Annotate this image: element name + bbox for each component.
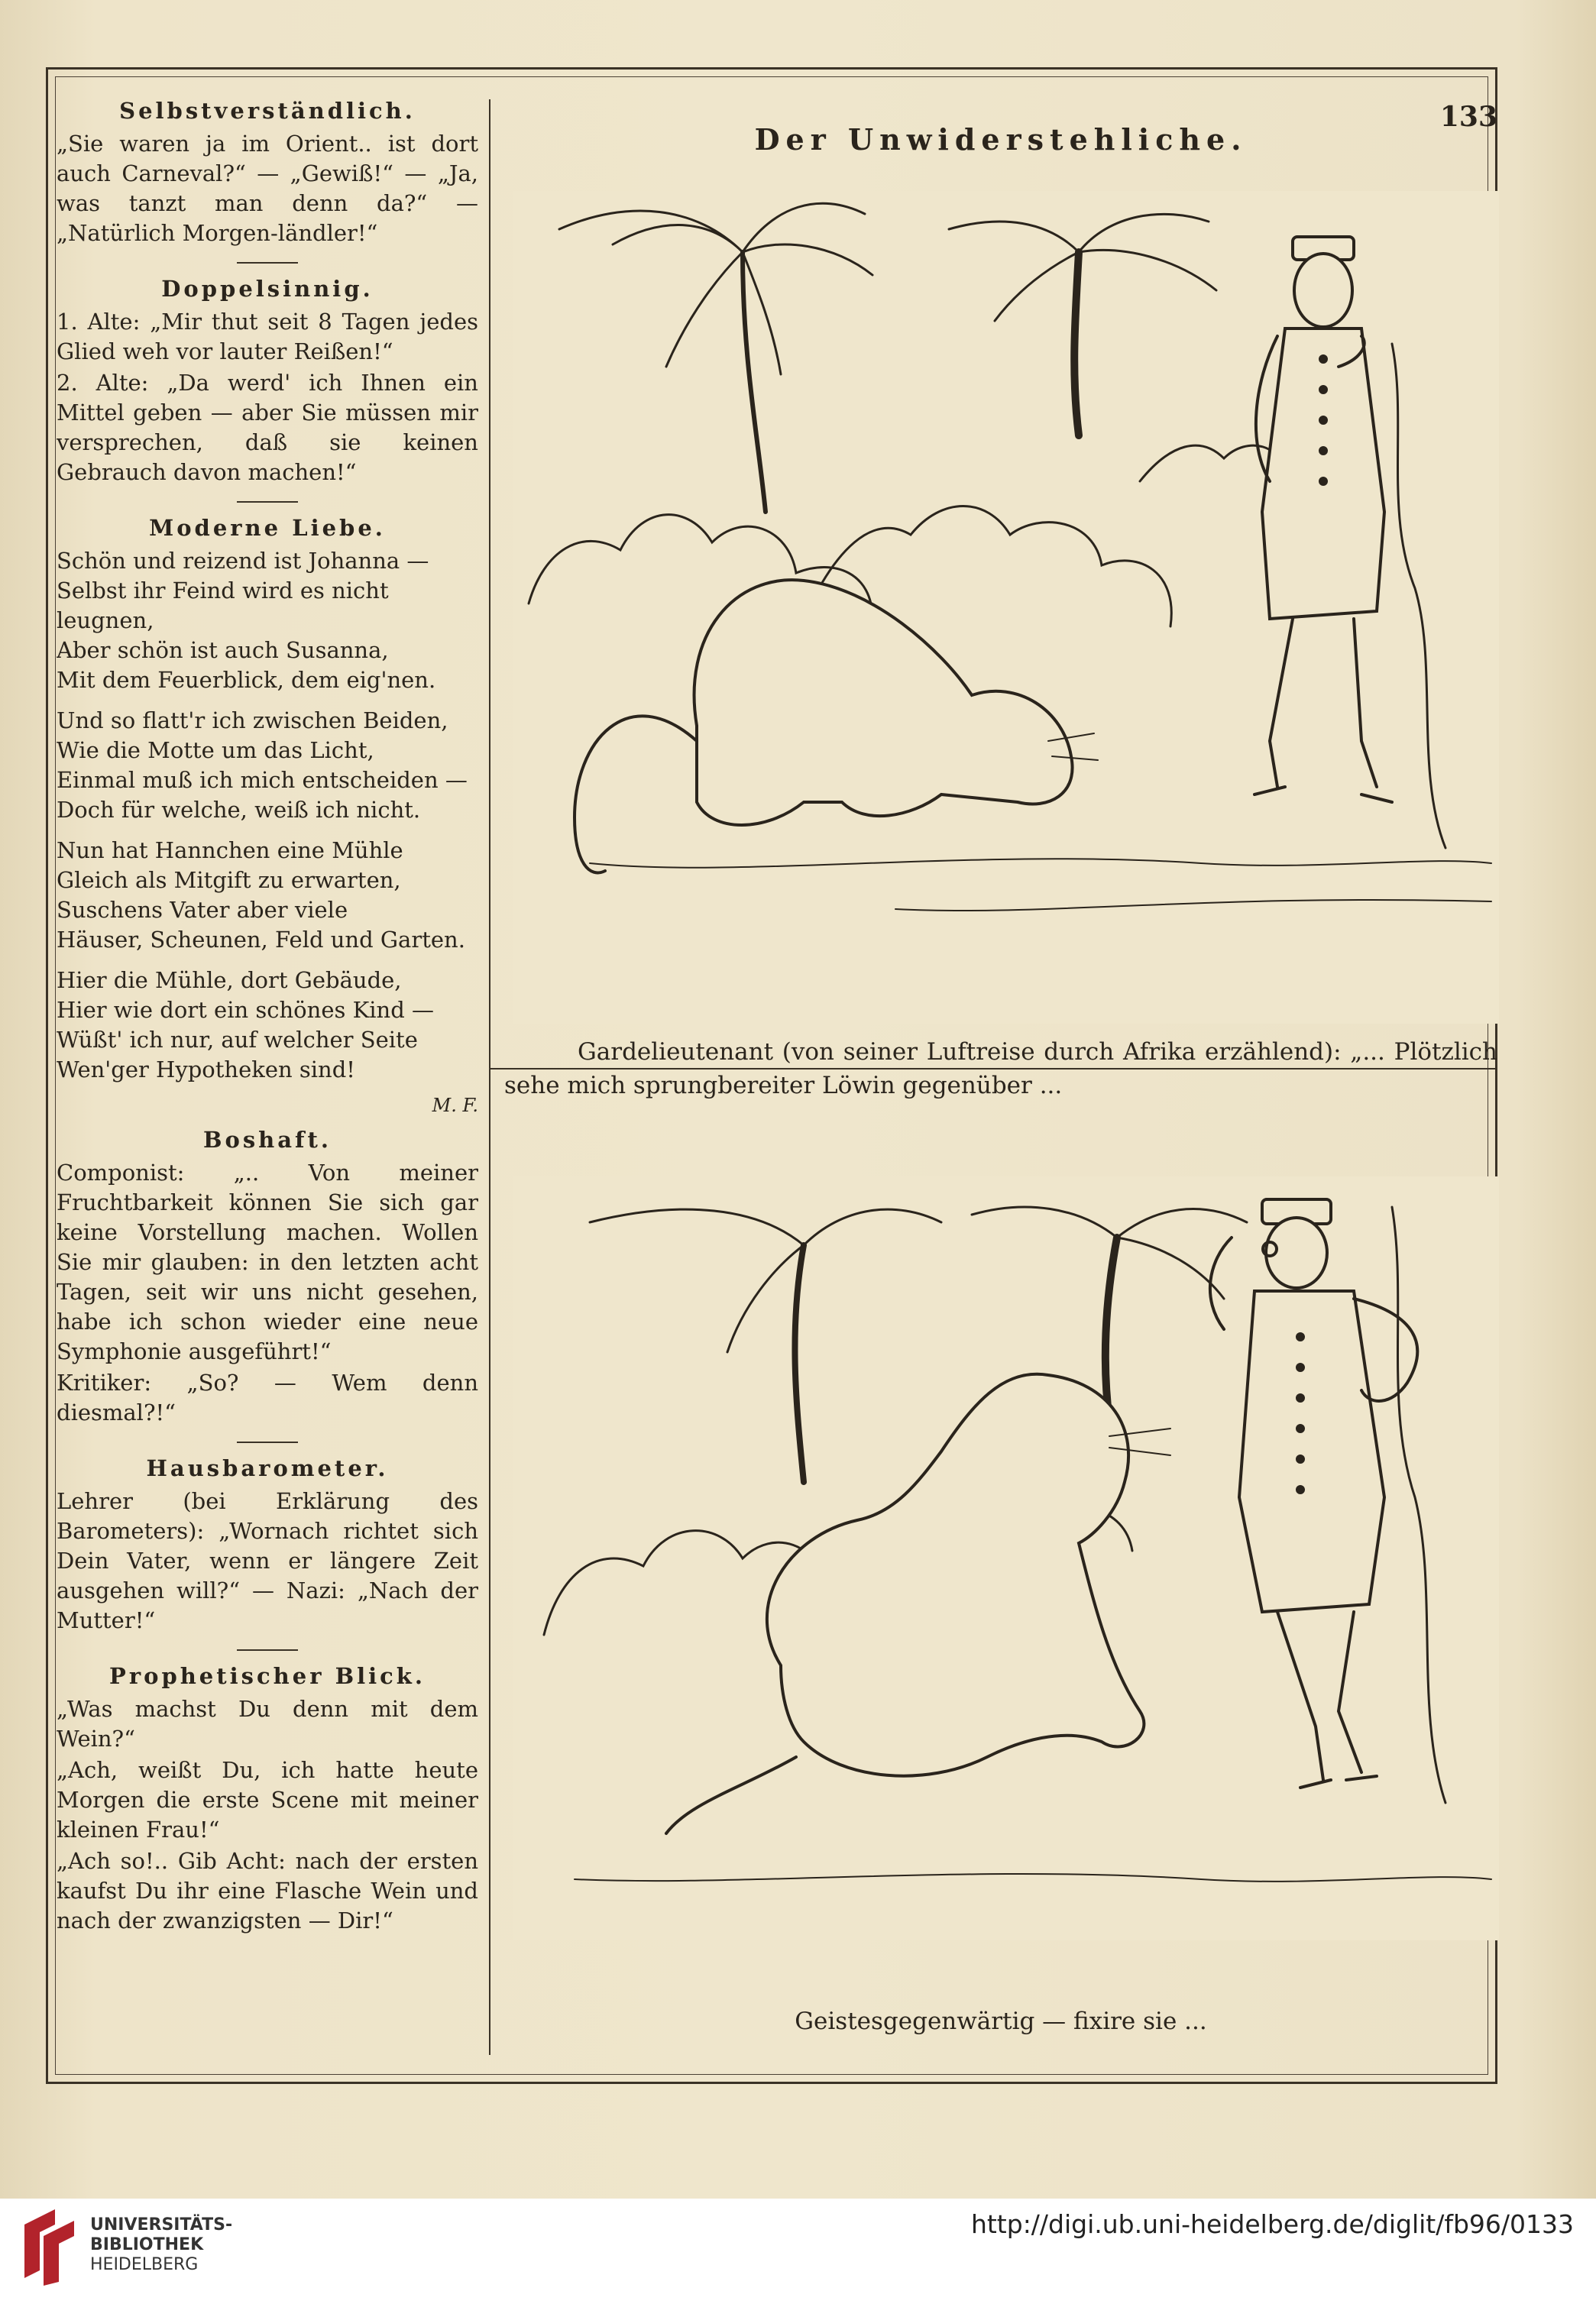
caption-2: Geistesgegenwärtig — fixire sie ...: [795, 2008, 1207, 2035]
poem-stanza: [57, 546, 478, 695]
poem-line: Wüßt' ich nur, auf welcher Seite: [57, 1027, 418, 1053]
library-logo-icon: [17, 2209, 83, 2286]
poem-line: Selbst ihr Feind wird es nicht leugnen,: [57, 578, 389, 633]
section-title: Hausbarometer.: [146, 1455, 389, 1481]
section-paragraph: 1. Alte: „Mir thut seit 8 Tagen jedes Glied weh vor lauter Reißen!“: [57, 309, 478, 364]
caption-1: Gardelieutenant (von seiner Luftreise durch Afrika erzählend): „... Plötzlich sehe mich sprungbereiter Löwin gegenüber ...: [504, 1038, 1497, 1099]
cartoon-title: Der Unwiderstehliche.: [754, 122, 1248, 157]
poem-line: Häuser, Scheunen, Feld und Garten.: [57, 927, 465, 953]
poem-line: Schön und reizend ist Johanna —: [57, 548, 429, 574]
section-paragraph: „Sie waren ja im Orient.. ist dort auch Carneval?“ — „Gewiß!“ — „Ja, was tanzt man denn da?“ — „Natürlich Morgen-ländler!“: [57, 131, 478, 246]
section-paragraph: „Was machst Du denn mit dem Wein?“: [57, 1696, 478, 1752]
poem: [57, 546, 478, 1085]
poem-stanza: [57, 706, 478, 825]
source-url[interactable]: http://digi.ub.uni-heidelberg.de/diglit/fb96/0133: [970, 2209, 1574, 2239]
section-separator: [237, 1442, 298, 1443]
section-title: Moderne Liebe.: [149, 515, 386, 541]
illustration-officer-lioness-sitting: [513, 1176, 1499, 1940]
poem-line: Doch für welche, weiß ich nicht.: [57, 797, 421, 823]
poem-signature: M. F.: [432, 1095, 478, 1116]
poem-stanza: [57, 966, 478, 1085]
library-line-1: UNIVERSITÄTS-: [90, 2215, 233, 2234]
section-title: Selbstverständlich.: [119, 98, 416, 124]
section-paragraph: „Ach, weißt Du, ich hatte heute Morgen die erste Scene mit meiner kleinen Frau!“: [57, 1757, 478, 1843]
poem-stanza: [57, 836, 478, 955]
library-line-3: HEIDELBERG: [90, 2255, 199, 2274]
section-paragraph: Componist: „.. Von meiner Fruchtbarkeit können Sie sich gar keine Vorstellung machen. Wollen Sie mir glauben: in den letzten acht Tagen, seit wir uns nicht gesehen, habe ich schon wieder eine neue Symphonie ausgeführt!“: [57, 1160, 478, 1364]
section-paragraph: Kritiker: „So? — Wem denn diesmal?!“: [57, 1370, 478, 1425]
poem-line: Mit dem Feuerblick, dem eig'nen.: [57, 667, 436, 693]
section-separator: [237, 501, 298, 503]
section-separator: [237, 262, 298, 264]
section-paragraph: „Ach so!.. Gib Acht: nach der ersten kaufst Du ihr eine Flasche Wein und nach der zwanzigsten — Dir!“: [57, 1848, 478, 1933]
section-title: Doppelsinnig.: [161, 276, 374, 302]
poem-line: Gleich als Mitgift zu erwarten,: [57, 867, 401, 893]
section-title: Prophetischer Blick.: [109, 1663, 426, 1689]
section-title: Boshaft.: [202, 1127, 332, 1153]
left-column: [57, 92, 478, 2063]
section-paragraph: Lehrer (bei Erklärung des Barometers): „Wornach richtet sich Dein Vater, wenn er längere Zeit ausgehen will?“ — Nazi: „Nach der Mutter!“: [57, 1488, 478, 1633]
section-separator: [237, 1649, 298, 1651]
poem-line: Wen'ger Hypotheken sind!: [57, 1057, 355, 1082]
section-paragraph: 2. Alte: „Da werd' ich Ihnen ein Mittel geben — aber Sie müssen mir versprechen, daß sie keinen Gebrauch davon machen!“: [57, 370, 478, 485]
illustration-officer-lioness-bowing: [513, 191, 1499, 1024]
poem-line: Einmal muß ich mich entscheiden —: [57, 767, 468, 793]
poem-line: Suschens Vater aber viele: [57, 897, 348, 923]
library-name: [90, 2215, 232, 2275]
library-line-2: BIBLIOTHEK: [90, 2235, 204, 2254]
poem-line: Wie die Motte um das Licht,: [57, 737, 374, 763]
poem-line: Aber schön ist auch Susanna,: [57, 637, 389, 663]
poem-line: Nun hat Hannchen eine Mühle: [57, 837, 403, 863]
poem-line: Hier wie dort ein schönes Kind —: [57, 997, 434, 1023]
poem-line: Und so flatt'r ich zwischen Beiden,: [57, 707, 448, 733]
column-divider: [489, 99, 490, 2055]
page-number: 133: [1439, 101, 1497, 133]
poem-line: Hier die Mühle, dort Gebäude,: [57, 967, 402, 993]
